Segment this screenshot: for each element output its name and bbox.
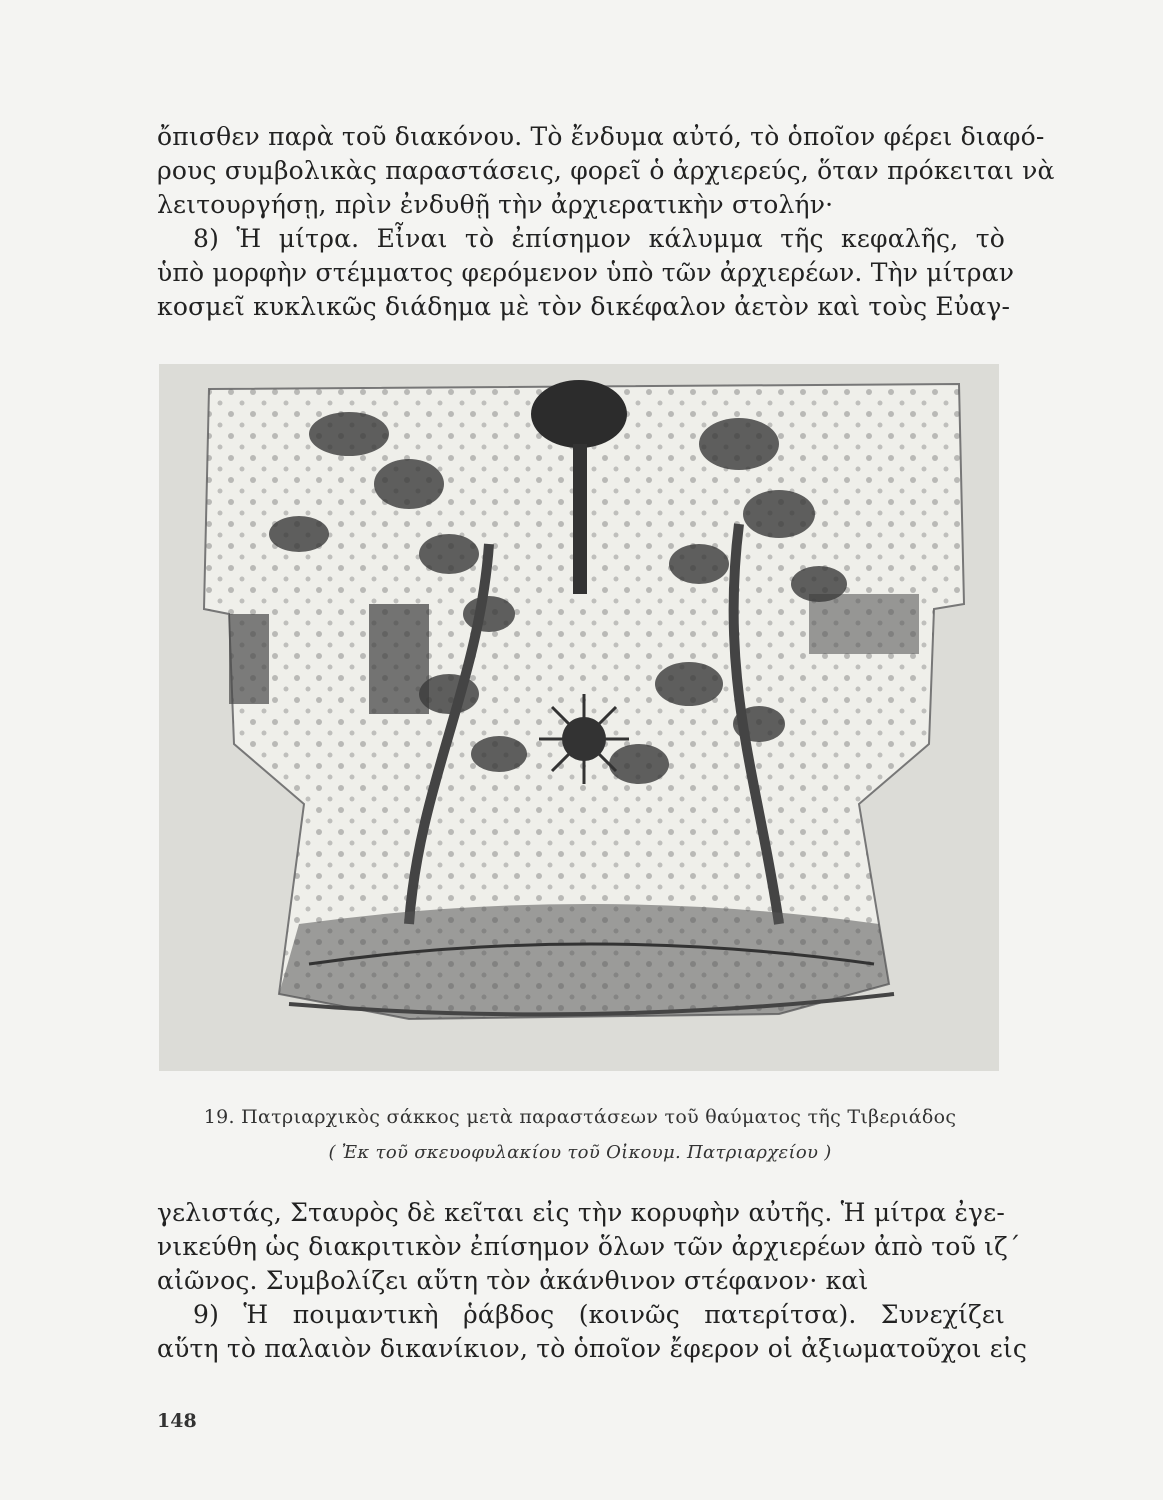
top-paragraph xyxy=(157,120,1055,324)
figure-caption-source: ( Ἐκ τοῦ σκευοφυλακίου τοῦ Οἰκουμ. Πατριαρχείου ) xyxy=(328,1142,832,1163)
bottom-paragraph xyxy=(157,1196,1028,1366)
text-line: ρους συμβολικὰς παραστάσεις, φορεῖ ὁ ἀρχιερεύς, ὅταν πρόκειται νὰ xyxy=(157,156,1055,185)
text-line: ὑπὸ μορφὴν στέμματος φερόμενον ὑπὸ τῶν ἀρχιερέων. Τὴν μίτραν xyxy=(157,258,1015,287)
figure-caption: 19. Πατριαρχικὸς σάκκος μετὰ παραστάσεων τοῦ θαύματος τῆς Τιβεριάδος xyxy=(203,1106,957,1128)
text-line: 8) Ἡ μίτρα. Εἶναι τὸ ἐπίσημον κάλυμμα τῆς κεφαλῆς, τὸ xyxy=(193,224,1005,253)
sakkos-photograph xyxy=(159,364,999,1071)
text-line: γελιστάς, Σταυρὸς δὲ κεῖται εἰς τὴν κορυφὴν αὐτῆς. Ἡ μίτρα ἐγε- xyxy=(157,1198,1005,1227)
text-line: αὕτη τὸ παλαιὸν δικανίκιον, τὸ ὁποῖον ἔφερον οἱ ἀξιωματοῦχοι εἰς xyxy=(157,1334,1028,1363)
text-line: κοσμεῖ κυκλικῶς διάδημα μὲ τὸν δικέφαλον ἀετὸν καὶ τοὺς Εὐαγ- xyxy=(157,292,1011,321)
text-line: λειτουργήσῃ, πρὶν ἐνδυθῇ τὴν ἀρχιερατικὴν στολήν· xyxy=(157,190,834,219)
sakkos-vestment-illustration xyxy=(159,364,999,1071)
text-line: αἰῶνος. Συμβολίζει αὕτη τὸν ἀκάνθινον στέφανον· καὶ xyxy=(157,1266,869,1295)
text-line: νικεύθη ὡς διακριτικὸν ἐπίσημον ὅλων τῶν ἀρχιερέων ἀπὸ τοῦ ιζ΄ xyxy=(157,1232,1021,1261)
text-line: 9) Ἡ ποιμαντικὴ ῥάβδος (κοινῶς πατερίτσα). Συνεχίζει xyxy=(193,1300,1005,1329)
text-line: ὄπισθεν παρὰ τοῦ διακόνου. Τὸ ἔνδυμα αὐτό, τὸ ὁποῖον φέρει διαφό- xyxy=(157,122,1045,151)
page-number: 148 xyxy=(157,1410,197,1432)
